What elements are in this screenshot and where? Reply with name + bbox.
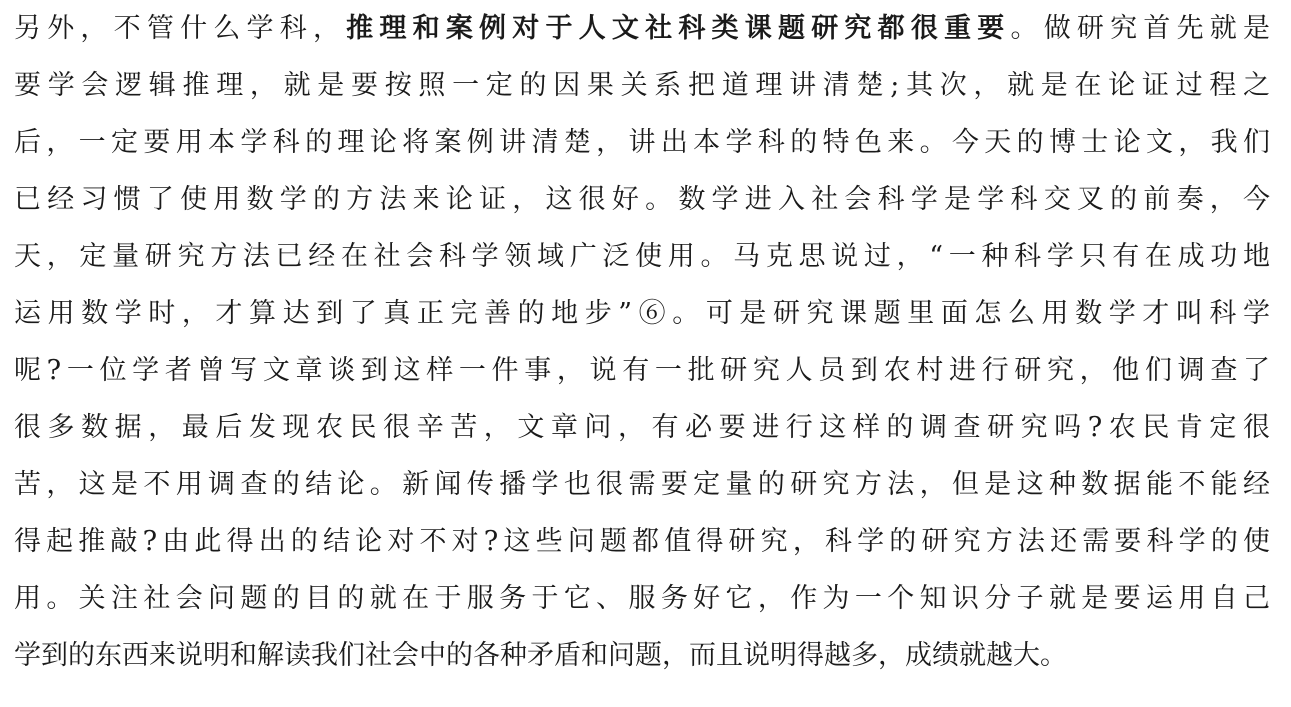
text-segment: 另外，不管什么学科， bbox=[14, 13, 347, 44]
text-line-5: 天，定量研究方法已经在社会科学领域广泛使用。马克思说过，“一种科学只有在成功地 bbox=[14, 241, 1270, 272]
text-line-10: 得起推敲?由此得出的结论对不对?这些问题都值得研究，科学的研究方法还需要科学的使 bbox=[14, 526, 1270, 557]
text-line-7: 呢?一位学者曾写文章谈到这样一件事，说有一批研究人员到农村进行研究，他们调查了 bbox=[14, 355, 1270, 386]
bold-emphasis-text: 推理和案例对于人文社科类课题研究都很重要 bbox=[346, 13, 1011, 44]
text-line-1 bbox=[14, 9, 1270, 49]
text-line-8: 很多数据，最后发现农民很辛苦，文章问，有必要进行这样的调查研究吗?农民肯定很 bbox=[14, 412, 1270, 443]
text-line-3: 后，一定要用本学科的理论将案例讲清楚，讲出本学科的特色来。今天的博士论文，我们 bbox=[14, 127, 1270, 158]
text-line-11: 用。关注社会问题的目的就在于服务于它、服务好它，作为一个知识分子就是要运用自己 bbox=[14, 583, 1270, 614]
text-line-6: 运用数学时，才算达到了真正完善的地步”⑥。可是研究课题里面怎么用数学才叫科学 bbox=[14, 298, 1270, 329]
text-line-9: 苦，这是不用调查的结论。新闻传播学也很需要定量的研究方法，但是这种数据能不能经 bbox=[14, 469, 1270, 500]
text-line-12: 学到的东西来说明和解读我们社会中的各种矛盾和问题，而且说明得越多，成绩就越大。 bbox=[14, 640, 1067, 671]
text-line-4: 已经习惯了使用数学的方法来论证，这很好。数学进入社会科学是学科交叉的前奏，今 bbox=[14, 184, 1270, 215]
text-line-2: 要学会逻辑推理，就是要按照一定的因果关系把道理讲清楚;其次，就是在论证过程之 bbox=[14, 70, 1270, 101]
text-segment: 。做研究首先就是 bbox=[1010, 13, 1271, 44]
